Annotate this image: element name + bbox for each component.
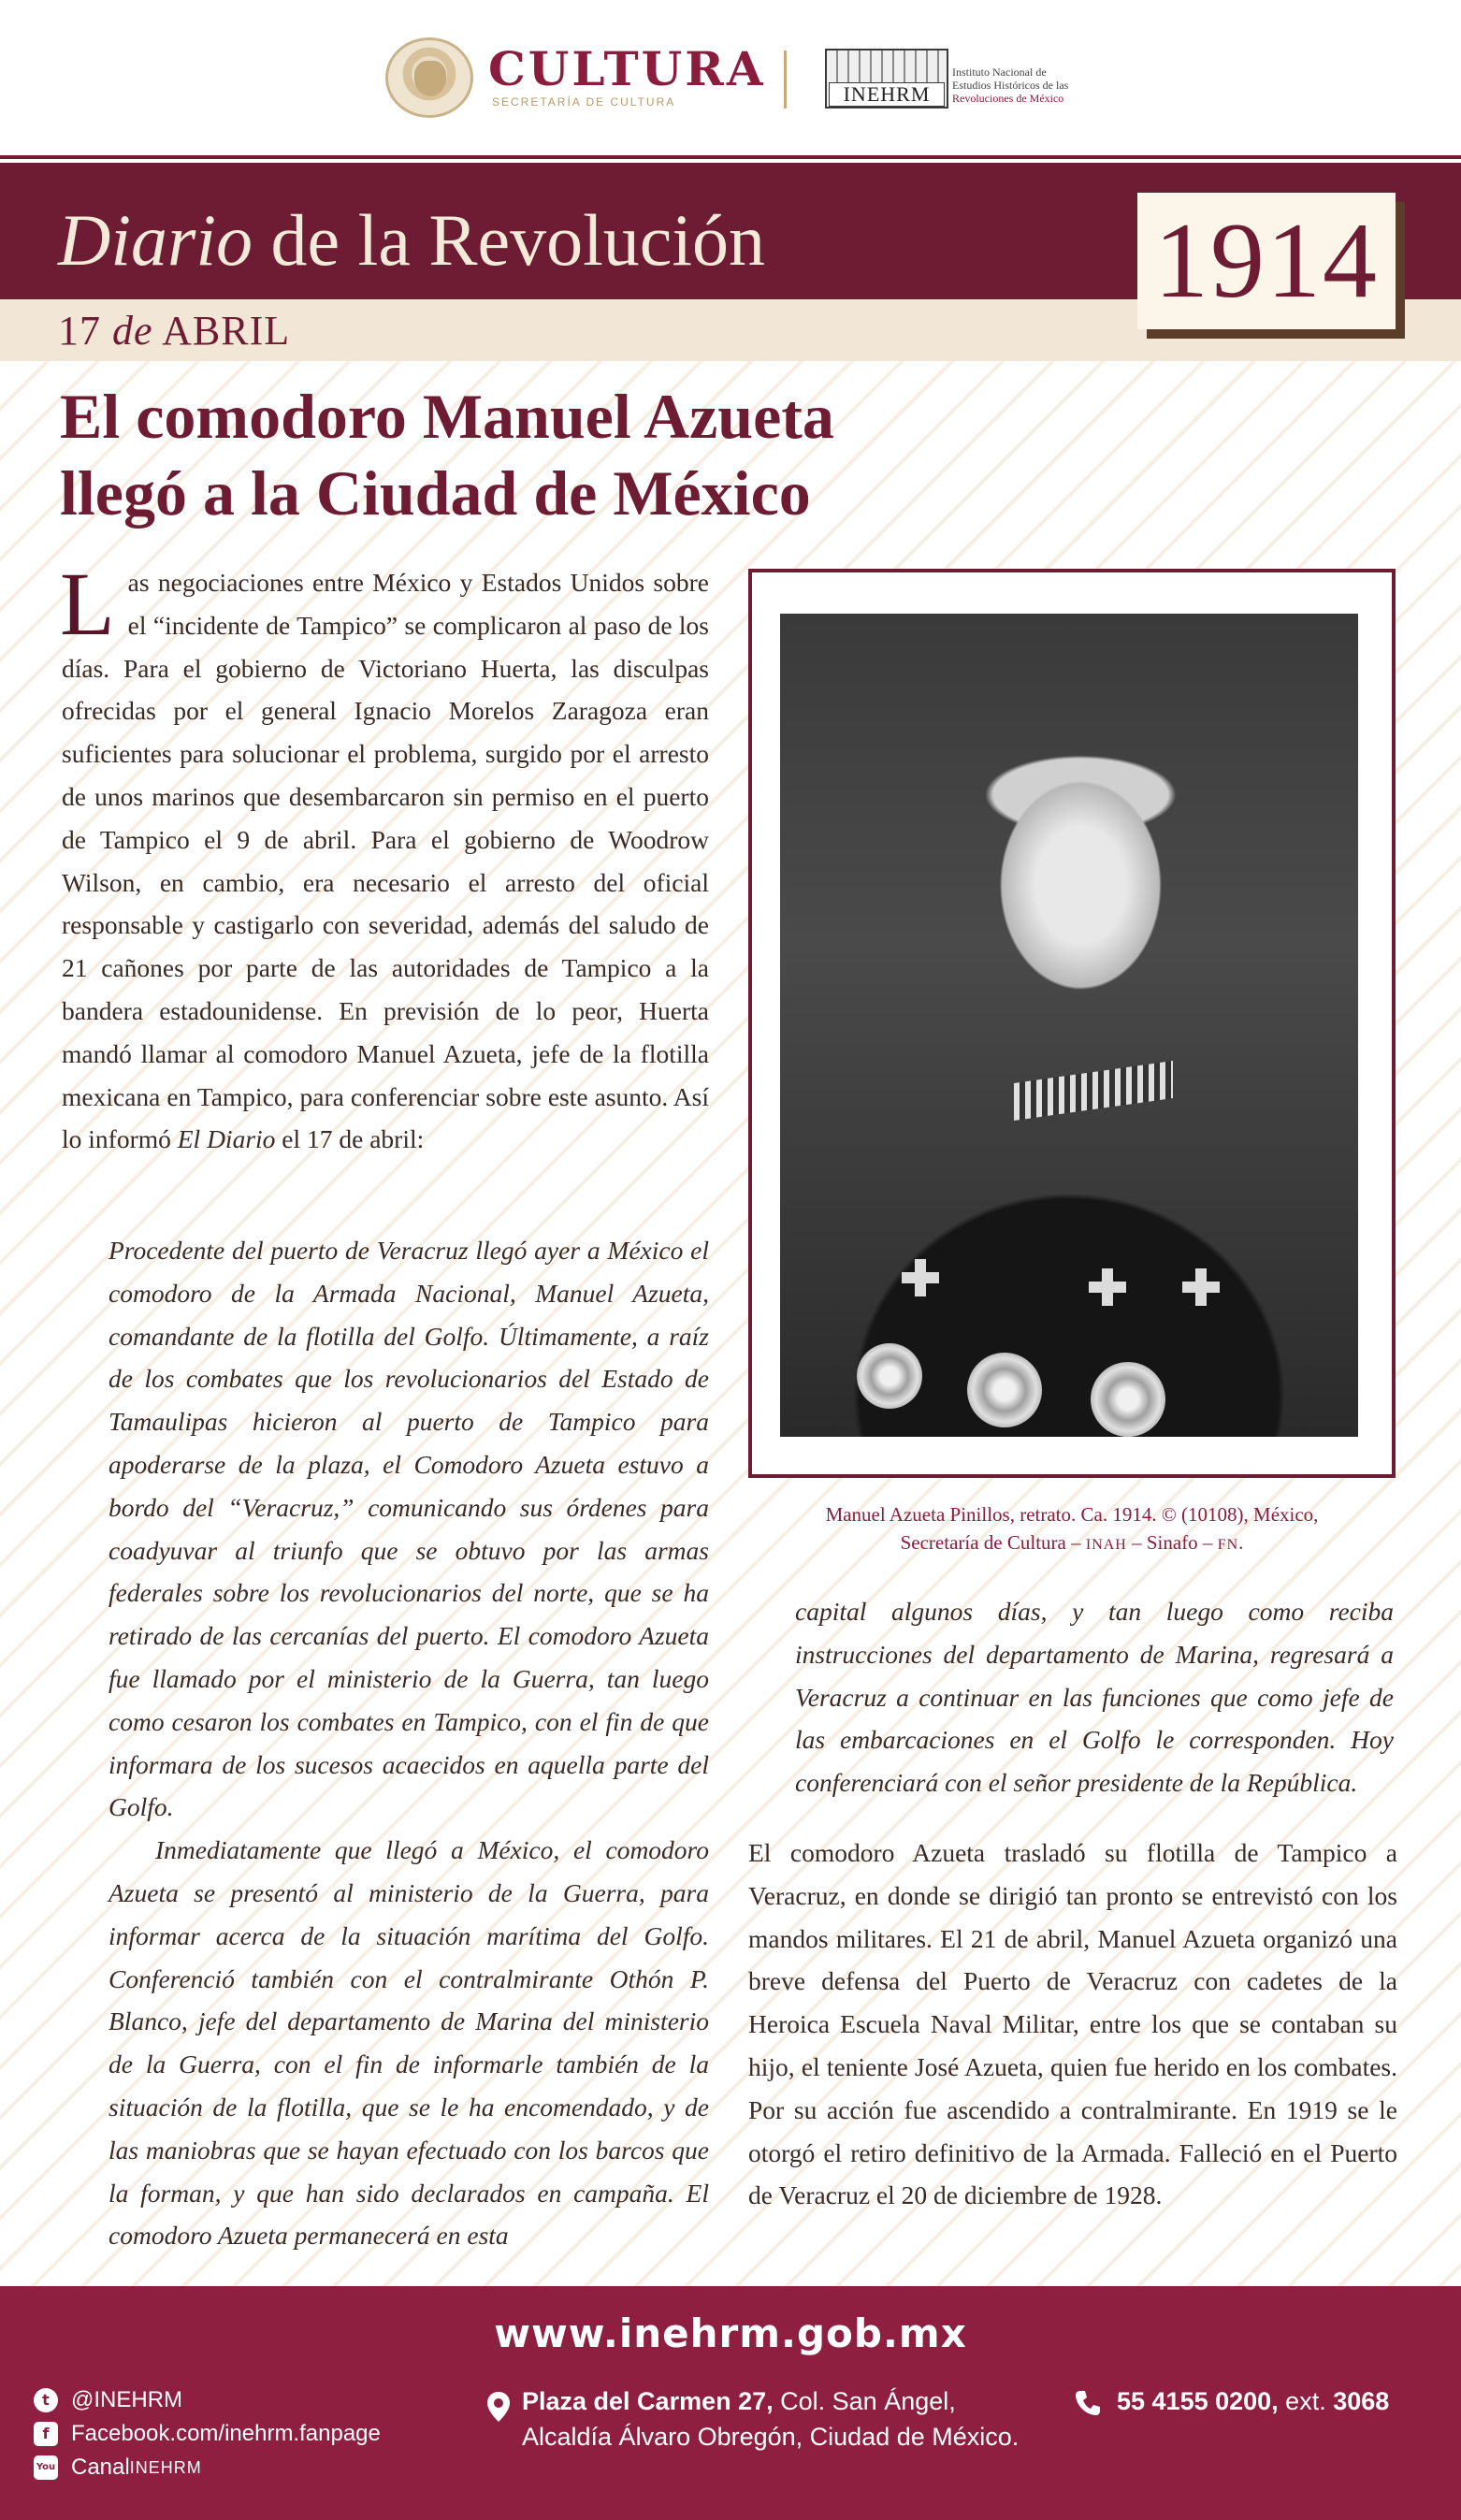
youtube-prefix: Canal bbox=[71, 2455, 130, 2480]
caption-text: . bbox=[1238, 1531, 1244, 1554]
address-colony: Col. San Ángel, bbox=[773, 2387, 956, 2415]
phone-main: 55 4155 0200, bbox=[1117, 2387, 1279, 2415]
twitter-link[interactable] bbox=[34, 2383, 464, 2417]
address-line-2: Alcaldía Álvaro Obregón, Ciudad de México. bbox=[522, 2423, 1020, 2451]
article-closing bbox=[748, 1832, 1397, 2217]
masthead-title-rest: de la Revolución bbox=[253, 199, 766, 281]
issue-date-de: de bbox=[112, 308, 153, 354]
logo-divider bbox=[784, 51, 787, 109]
year-box: 1914 bbox=[1137, 193, 1396, 329]
address bbox=[522, 2383, 1083, 2455]
caption-line-1: Manuel Azueta Pinillos, retrato. Ca. 1914. © (10108), México, bbox=[825, 1503, 1319, 1526]
uniform-collar bbox=[1014, 1061, 1173, 1121]
intro-text-end: el 17 de abril: bbox=[275, 1124, 425, 1154]
youtube-icon: You bbox=[34, 2455, 58, 2480]
cross-medal-icon bbox=[902, 1259, 939, 1296]
article-intro bbox=[60, 554, 709, 1161]
inehrm-description bbox=[952, 65, 1102, 105]
medal-icon bbox=[967, 1353, 1042, 1427]
quote-paragraph-3: capital algunos días, y tan luego como reciba instrucciones del departamento de Marina, regresará a Veracruz a continuar en las funciones que como jefe de las embarcaciones en el Golfo le corresponden. Hoy conferenciará con el señor presidente de la República. bbox=[795, 1597, 1394, 1798]
inehrm-desc-line: Estudios Históricos de las bbox=[952, 79, 1069, 92]
phone-number[interactable] bbox=[1117, 2383, 1454, 2419]
twitter-icon: t bbox=[34, 2388, 58, 2412]
caption-line-2 bbox=[748, 1528, 1396, 1559]
masthead-title bbox=[58, 198, 765, 282]
photo-caption bbox=[748, 1500, 1396, 1559]
phone-ext-label: ext. bbox=[1278, 2387, 1334, 2415]
caption-text: – Sinafo – bbox=[1126, 1531, 1218, 1554]
inehrm-desc-line: Instituto Nacional de bbox=[952, 65, 1047, 79]
cross-medal-icon bbox=[1089, 1268, 1126, 1306]
youtube-channel: INEHRM bbox=[129, 2457, 202, 2477]
quote-paragraph-1: Procedente del puerto de Veracruz llegó ayer a México el comodoro de la Armada Nacional, Manuel Azueta, comandante de la flotilla del Golfo. Últimamente, a raíz de los combates que los revolucionarios del Estado de Tamaulipas hicieron al puerto de Tampico para apoderarse de la plaza, el Comodoro Azueta estuvo a bordo del “Veracruz,” comunicando sus órdenes para coadyuvar al triunfo que se obtuvo por las armas federales sobre los revolucionarios del norte, que se ha retirado de las cercanías del puerto. El comodoro Azueta fue llamado por el ministerio de la Guerra, tan luego como cesaron los combates en Tampico, con el fin de que informara de los sucesos acaecidos en aquella parte del Golfo. bbox=[108, 1236, 709, 1822]
dropcap: L bbox=[60, 554, 115, 654]
caption-inah: INAH bbox=[1085, 1537, 1127, 1553]
cultura-logo-subtitle: SECRETARÍA DE CULTURA bbox=[492, 95, 676, 109]
cultura-logo-text: CULTURA bbox=[488, 41, 766, 96]
issue-date bbox=[58, 307, 290, 355]
facebook-icon: f bbox=[34, 2422, 58, 2446]
intro-newspaper-name: El Diario bbox=[177, 1124, 276, 1154]
location-pin-icon bbox=[486, 2391, 511, 2423]
phone-ext: 3068 bbox=[1333, 2387, 1390, 2415]
newspaper-quote-left bbox=[108, 1229, 709, 2257]
headline-line-2: llegó a la Ciudad de México bbox=[60, 457, 811, 529]
cross-medal-icon bbox=[1182, 1268, 1220, 1306]
medal-icon bbox=[1091, 1362, 1165, 1437]
inehrm-desc-line: Revoluciones de México bbox=[952, 92, 1064, 105]
mexico-seal-icon bbox=[385, 37, 473, 118]
twitter-handle: @INEHRM bbox=[71, 2387, 183, 2412]
medal-icon bbox=[857, 1343, 922, 1409]
address-street: Plaza del Carmen 27, bbox=[522, 2387, 774, 2415]
website-link[interactable]: www.inehrm.gob.mx bbox=[494, 2310, 967, 2356]
article-headline bbox=[60, 378, 995, 531]
inehrm-logo-text: INEHRM bbox=[829, 82, 945, 107]
issue-day: 17 bbox=[58, 308, 101, 354]
intro-text: as negociaciones entre México y Estados Unidos sobre el “incidente de Tampico” se complicaron al paso de los días. Para el gobierno de Victoriano Huerta, las disculpas ofrecidas por el general Ignacio Morelos Zaragoza eran suficientes para solucionar el problema, surgido por el arresto de unos marinos que desembarcaron sin permiso en el puerto de Tampico el 9 de abril. Para el gobierno de Woodrow Wilson, en cambio, era necesario el arresto del oficial responsable y castigarlo con severidad, además del saludo de 21 cañones por parte de las autoridades de Tampico a la bandera estadounidense. En previsión de lo peor, Huerta mandó llamar al comodoro Manuel Azueta, jefe de la flotilla mexicana en Tampico, para conferenciar sobre este asunto. Así lo informó bbox=[62, 568, 709, 1154]
caption-fn: FN bbox=[1217, 1537, 1239, 1553]
social-links bbox=[34, 2383, 464, 2484]
issue-month: ABRIL bbox=[162, 308, 291, 354]
headline-line-1: El comodoro Manuel Azueta bbox=[60, 381, 834, 452]
phone-icon bbox=[1074, 2389, 1102, 2417]
closing-paragraph: El comodoro Azueta trasladó su flotilla de Tampico a Veracruz, en donde se dirigió tan pronto se entrevistó con los mandos militares. El 21 de abril, Manuel Azueta organizó una breve defensa del Puerto de Veracruz con cadetes de la Heroica Escuela Naval Militar, entre los que se contaban su hijo, el teniente José Azueta, quien fue herido en los combates. Por su acción fue ascendido a contralmirante. En 1919 se le otorgó el retiro definitivo de la Armada. Falleció en el Puerto de Veracruz el 20 de diciembre de 1928. bbox=[748, 1838, 1397, 2210]
address-line-1 bbox=[522, 2383, 1083, 2419]
facebook-link[interactable] bbox=[34, 2417, 464, 2451]
caption-text: Secretaría de Cultura – bbox=[900, 1531, 1086, 1554]
quote-paragraph-2: Inmediatamente que llegó a México, el comodoro Azueta se presentó al ministerio de la Guerra, para informar acerca de la situación marítima del Golfo. Conferenció también con el contralmirante Othón P. Blanco, jefe del departamento de Marina del ministerio de la Guerra, con el fin de informarle también de la situación de la flotilla, que se le ha encomendado, y de las maniobras que se hayan efectuado con los barcos que la forman, y que han sido declarados en campaña. El comodoro Azueta permanecerá en esta bbox=[108, 1835, 709, 2251]
newspaper-quote-right bbox=[795, 1590, 1394, 1804]
masthead-title-italic: Diario bbox=[58, 199, 253, 281]
youtube-link[interactable] bbox=[34, 2451, 464, 2484]
facebook-url: Facebook.com/inehrm.fanpage bbox=[71, 2421, 381, 2446]
portrait-photo bbox=[780, 614, 1358, 1437]
